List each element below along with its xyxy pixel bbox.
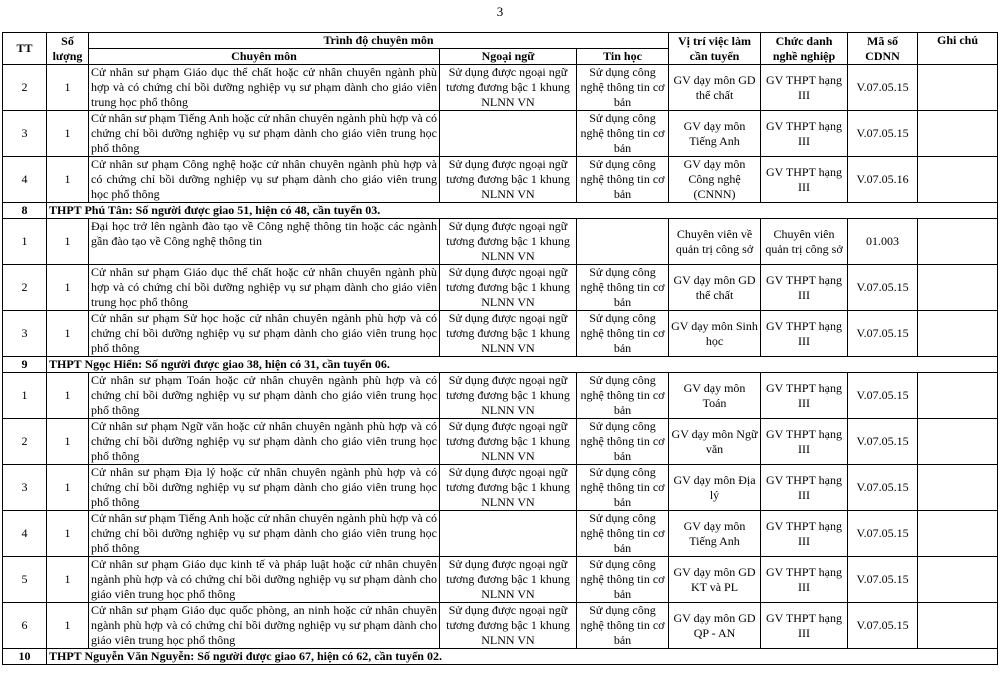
row-vi-tri: GV dạy môn GD thể chất	[669, 265, 761, 311]
header-vi-tri: Vị trí việc làm cần tuyển	[669, 33, 761, 65]
table-row	[3, 65, 998, 111]
page-number: 3	[496, 4, 504, 19]
row-chuyen-mon: Cử nhân sư phạm Công nghệ hoặc cử nhân chuyên ngành phù hợp và có chứng chỉ bồi dưỡng nghiệp vụ sư phạm dành cho giáo viên trung học phổ thông	[89, 157, 440, 203]
section-row	[3, 649, 998, 665]
row-tin-hoc: Sử dụng công nghệ thông tin cơ bản	[577, 603, 669, 649]
row-ghi-chu	[918, 265, 998, 311]
row-chuc-danh: GV THPT hạng III	[761, 311, 848, 357]
row-chuyen-mon: Cử nhân sư phạm Giáo dục kinh tế và pháp luật hoặc cử nhân chuyên ngành phù hợp và có chứng chỉ bồi dưỡng nghiệp vụ sư phạm dành cho giáo viên trung học phổ thông	[89, 557, 440, 603]
table-row	[3, 603, 998, 649]
row-tt: 6	[3, 603, 47, 649]
row-quantity: 1	[47, 511, 89, 557]
row-ngoai-ngu: Sử dụng được ngoại ngữ tương đương bậc 1 khung NLNN VN	[440, 157, 577, 203]
row-ngoai-ngu: Sử dụng được ngoại ngữ tương đương bậc 1 khung NLNN VN	[440, 465, 577, 511]
row-quantity: 1	[47, 65, 89, 111]
table-row	[3, 111, 998, 157]
row-ghi-chu	[918, 111, 998, 157]
section-number: 9	[3, 357, 47, 373]
row-quantity: 1	[47, 311, 89, 357]
table-row	[3, 373, 998, 419]
table-row	[3, 465, 998, 511]
section-title: THPT Nguyễn Văn Nguyễn: Số người được giao 67, hiện có 62, cần tuyển 02.	[47, 649, 998, 665]
row-tt: 3	[3, 465, 47, 511]
row-quantity: 1	[47, 219, 89, 265]
row-ghi-chu	[918, 465, 998, 511]
table-body	[3, 65, 998, 665]
row-vi-tri: GV dạy môn Địa lý	[669, 465, 761, 511]
row-ma-so: V.07.05.15	[848, 373, 918, 419]
row-ghi-chu	[918, 311, 998, 357]
row-vi-tri: GV dạy môn Công nghệ (CNNN)	[669, 157, 761, 203]
row-tt: 2	[3, 265, 47, 311]
header-tin-hoc: Tin học	[577, 49, 669, 65]
row-vi-tri: GV dạy môn Ngữ văn	[669, 419, 761, 465]
row-ma-so: V.07.05.15	[848, 311, 918, 357]
row-quantity: 1	[47, 557, 89, 603]
row-tt: 2	[3, 419, 47, 465]
row-chuyen-mon: Cử nhân sư phạm Sử học hoặc cử nhân chuyên ngành phù hợp và có chứng chỉ bồi dưỡng nghiệp vụ sư phạm dành cho giáo viên trung học phổ thông	[89, 311, 440, 357]
row-chuc-danh: GV THPT hạng III	[761, 265, 848, 311]
row-vi-tri: GV dạy môn Sinh học	[669, 311, 761, 357]
row-chuyen-mon: Cử nhân sư phạm Giáo dục quốc phòng, an ninh hoặc cử nhân chuyên ngành phù hợp và có chứng chỉ bồi dưỡng nghiệp vụ sư phạm dành cho giáo viên trung học phổ thông	[89, 603, 440, 649]
row-chuyen-mon: Cử nhân sư phạm Tiếng Anh hoặc cử nhân chuyên ngành phù hợp và có chứng chỉ bồi dưỡng nghiệp vụ sư phạm dành cho giáo viên trung học phổ thông	[89, 511, 440, 557]
row-chuc-danh: GV THPT hạng III	[761, 511, 848, 557]
row-ma-so: V.07.05.15	[848, 603, 918, 649]
header-ngoai-ngu: Ngoại ngữ	[440, 49, 577, 65]
table-row	[3, 311, 998, 357]
row-tin-hoc: Sử dụng công nghệ thông tin cơ bản	[577, 157, 669, 203]
recruitment-table	[2, 32, 998, 665]
row-chuc-danh: GV THPT hạng III	[761, 65, 848, 111]
row-chuyen-mon: Cử nhân sư phạm Giáo dục thể chất hoặc cử nhân chuyên ngành phù hợp và có chứng chỉ bồi dưỡng nghiệp vụ sư phạm dành cho giáo viên trung học phổ thông	[89, 265, 440, 311]
row-ngoai-ngu: Sử dụng được ngoại ngữ tương đương bậc 1 khung NLNN VN	[440, 373, 577, 419]
row-tin-hoc: Sử dụng công nghệ thông tin cơ bản	[577, 419, 669, 465]
row-quantity: 1	[47, 157, 89, 203]
row-tt: 2	[3, 65, 47, 111]
header-ghi-chu: Ghi chú	[918, 33, 998, 65]
section-number: 10	[3, 649, 47, 665]
table-row	[3, 511, 998, 557]
row-tt: 3	[3, 311, 47, 357]
header-ma-so: Mã số CDNN	[848, 33, 918, 65]
header-tt: TT	[3, 33, 47, 65]
row-tt: 4	[3, 157, 47, 203]
row-ngoai-ngu: Sử dụng được ngoại ngữ tương đương bậc 1 khung NLNN VN	[440, 557, 577, 603]
row-ghi-chu	[918, 65, 998, 111]
row-ma-so: V.07.05.15	[848, 557, 918, 603]
row-ghi-chu	[918, 157, 998, 203]
header-chuc-danh: Chức danh nghề nghiệp	[761, 33, 848, 65]
row-quantity: 1	[47, 111, 89, 157]
row-ghi-chu	[918, 419, 998, 465]
row-ngoai-ngu	[440, 111, 577, 157]
header-so-luong: Số lượng	[47, 33, 89, 65]
row-chuc-danh: GV THPT hạng III	[761, 111, 848, 157]
row-ma-so: V.07.05.16	[848, 157, 918, 203]
row-ma-so: V.07.05.15	[848, 65, 918, 111]
row-ghi-chu	[918, 557, 998, 603]
row-chuyen-mon: Đại học trở lên ngành đào tạo về Công nghệ thông tin hoặc các ngành gần đào tạo về Công nghệ thông tin	[89, 219, 440, 265]
row-tt: 4	[3, 511, 47, 557]
row-vi-tri: GV dạy môn GD QP - AN	[669, 603, 761, 649]
row-tin-hoc: Sử dụng công nghệ thông tin cơ bản	[577, 65, 669, 111]
row-tin-hoc: Sử dụng công nghệ thông tin cơ bản	[577, 373, 669, 419]
row-vi-tri: GV dạy môn GD thể chất	[669, 65, 761, 111]
section-number: 8	[3, 203, 47, 219]
row-chuyen-mon: Cử nhân sư phạm Ngữ văn hoặc cử nhân chuyên ngành phù hợp và có chứng chỉ bồi dưỡng nghiệp vụ sư phạm dành cho giáo viên trung học phổ thông	[89, 419, 440, 465]
row-tin-hoc: Sử dụng công nghệ thông tin cơ bản	[577, 557, 669, 603]
row-ngoai-ngu: Sử dụng được ngoại ngữ tương đương bậc 1 khung NLNN VN	[440, 219, 577, 265]
row-ngoai-ngu: Sử dụng được ngoại ngữ tương đương bậc 1 khung NLNN VN	[440, 419, 577, 465]
row-ma-so: 01.003	[848, 219, 918, 265]
row-ghi-chu	[918, 603, 998, 649]
row-ma-so: V.07.05.15	[848, 265, 918, 311]
table-row	[3, 265, 998, 311]
row-tt: 5	[3, 557, 47, 603]
row-tin-hoc: Sử dụng công nghệ thông tin cơ bản	[577, 311, 669, 357]
row-chuyen-mon: Cử nhân sư phạm Địa lý hoặc cử nhân chuyên ngành phù hợp và có chứng chỉ bồi dưỡng nghiệp vụ sư phạm dành cho giáo viên trung học phổ thông	[89, 465, 440, 511]
row-chuyen-mon: Cử nhân sư phạm Tiếng Anh hoặc cử nhân chuyên ngành phù hợp và có chứng chỉ bồi dưỡng nghiệp vụ sư phạm dành cho giáo viên trung học phổ thông	[89, 111, 440, 157]
row-ghi-chu	[918, 373, 998, 419]
row-vi-tri: GV dạy môn Tiếng Anh	[669, 111, 761, 157]
section-title: THPT Phú Tân: Số người được giao 51, hiện có 48, cần tuyển 03.	[47, 203, 998, 219]
row-ngoai-ngu	[440, 511, 577, 557]
row-ma-so: V.07.05.15	[848, 511, 918, 557]
row-vi-tri: GV dạy môn GD KT và PL	[669, 557, 761, 603]
table-row	[3, 219, 998, 265]
row-quantity: 1	[47, 373, 89, 419]
row-chuyen-mon: Cử nhân sư phạm Toán hoặc cử nhân chuyên ngành phù hợp và có chứng chỉ bồi dưỡng nghiệp vụ sư phạm dành cho giáo viên trung học phổ thông	[89, 373, 440, 419]
header-trinh-do: Trình độ chuyên môn	[89, 33, 669, 49]
row-tin-hoc: Sử dụng công nghệ thông tin cơ bản	[577, 511, 669, 557]
row-quantity: 1	[47, 265, 89, 311]
section-row	[3, 203, 998, 219]
row-tin-hoc	[577, 219, 669, 265]
row-chuc-danh: GV THPT hạng III	[761, 373, 848, 419]
row-ngoai-ngu: Sử dụng được ngoại ngữ tương đương bậc 1 khung NLNN VN	[440, 311, 577, 357]
row-chuyen-mon: Cử nhân sư phạm Giáo dục thể chất hoặc cử nhân chuyên ngành phù hợp và có chứng chỉ bồi dưỡng nghiệp vụ sư phạm dành cho giáo viên trung học phổ thông	[89, 65, 440, 111]
header-chuyen-mon: Chuyên môn	[89, 49, 440, 65]
row-tt: 1	[3, 373, 47, 419]
row-tin-hoc: Sử dụng công nghệ thông tin cơ bản	[577, 111, 669, 157]
row-ngoai-ngu: Sử dụng được ngoại ngữ tương đương bậc 1 khung NLNN VN	[440, 65, 577, 111]
row-ngoai-ngu: Sử dụng được ngoại ngữ tương đương bậc 1 khung NLNN VN	[440, 265, 577, 311]
row-ma-so: V.07.05.15	[848, 419, 918, 465]
table-row	[3, 157, 998, 203]
row-ngoai-ngu: Sử dụng được ngoại ngữ tương đương bậc 1 khung NLNN VN	[440, 603, 577, 649]
row-quantity: 1	[47, 603, 89, 649]
section-title: THPT Ngọc Hiển: Số người được giao 38, hiện có 31, cần tuyển 06.	[47, 357, 998, 373]
row-ma-so: V.07.05.15	[848, 111, 918, 157]
row-quantity: 1	[47, 465, 89, 511]
row-tin-hoc: Sử dụng công nghệ thông tin cơ bản	[577, 465, 669, 511]
row-vi-tri: GV dạy môn Toán	[669, 373, 761, 419]
row-chuc-danh: GV THPT hạng III	[761, 603, 848, 649]
row-chuc-danh: GV THPT hạng III	[761, 419, 848, 465]
row-chuc-danh: GV THPT hạng III	[761, 557, 848, 603]
section-row	[3, 357, 998, 373]
row-ma-so: V.07.05.15	[848, 465, 918, 511]
row-quantity: 1	[47, 419, 89, 465]
row-vi-tri: GV dạy môn Tiếng Anh	[669, 511, 761, 557]
row-tt: 1	[3, 219, 47, 265]
row-tt: 3	[3, 111, 47, 157]
row-chuc-danh: GV THPT hạng III	[761, 157, 848, 203]
table-row	[3, 557, 998, 603]
row-ghi-chu	[918, 219, 998, 265]
row-tin-hoc: Sử dụng công nghệ thông tin cơ bản	[577, 265, 669, 311]
table-row	[3, 419, 998, 465]
row-vi-tri: Chuyên viên về quản trị công sở	[669, 219, 761, 265]
row-ghi-chu	[918, 511, 998, 557]
row-chuc-danh: GV THPT hạng III	[761, 465, 848, 511]
row-chuc-danh: Chuyên viên quản trị công sở	[761, 219, 848, 265]
